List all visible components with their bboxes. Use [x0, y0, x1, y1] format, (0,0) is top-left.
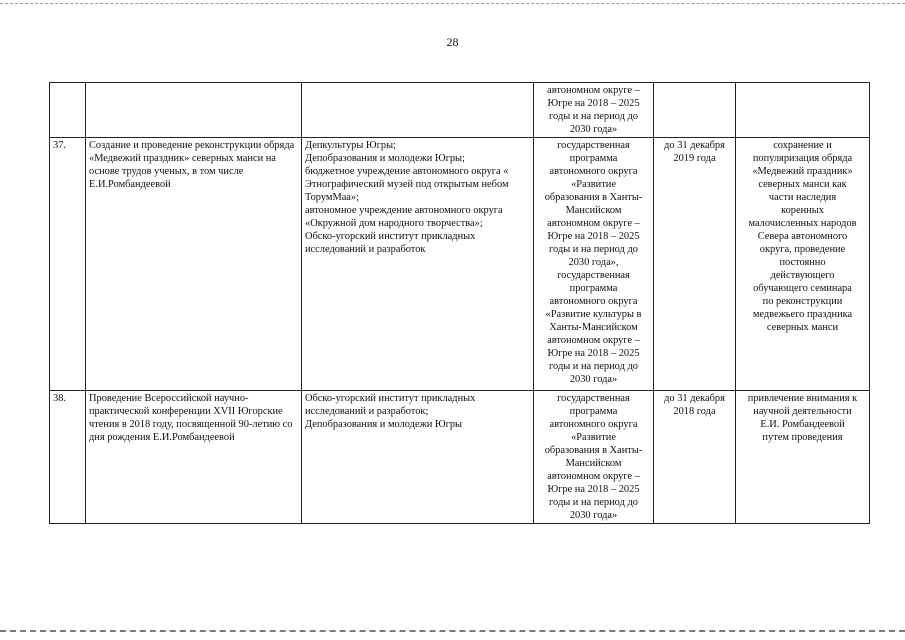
- cell-activity-name: Создание и проведение реконструкции обряда «Медвежий праздник» северных манси на основе трудов ученых, в том числе Е.И.Ромбандеевой: [86, 138, 302, 391]
- cell-result: [736, 83, 870, 138]
- scan-edge-top: [0, 3, 905, 4]
- cell-number: [50, 83, 86, 138]
- cell-executors: Депкультуры Югры; Депобразования и молодежи Югры; бюджетное учреждение автономного округа « Этнографический музей под открытым небом ТорумМаа»; автономное учреждение автономного округа «Окружной дом народного творчества»; Обско-угорский институт прикладных исследований и разработок: [302, 138, 534, 391]
- cell-number: 38.: [50, 391, 86, 524]
- cell-number: 37.: [50, 138, 86, 391]
- cell-executors: [302, 83, 534, 138]
- cell-result: привлечение внимания к научной деятельности Е.И. Ромбандеевой путем проведения: [736, 391, 870, 524]
- table-row-continuation: [50, 83, 870, 138]
- cell-program: государственная программа автономного округа «Развитие образования в Ханты- Мансийском автономном округе – Югре на 2018 – 2025 годы и на период до 2030 года», государственная программа автономного округа «Развитие культуры в Ханты-Мансийском автономном округе – Югре на 2018 – 2025 годы и на период до 2030 года»: [534, 138, 654, 391]
- cell-deadline: [654, 83, 736, 138]
- cell-result: сохранение и популяризация обряда «Медвежий праздник» северных манси как части наследия коренных малочисленных народов Севера автономного округа, проведение постоянно действующего обучающего семинара по реконструкции медвежьего праздника северных манси: [736, 138, 870, 391]
- table-row: [50, 138, 870, 391]
- cell-activity-name: [86, 83, 302, 138]
- cell-program: государственная программа автономного округа «Развитие образования в Ханты- Мансийском автономном округе – Югре на 2018 – 2025 годы и на период до 2030 года»: [534, 391, 654, 524]
- cell-deadline: до 31 декабря 2018 года: [654, 391, 736, 524]
- cell-deadline: до 31 декабря 2019 года: [654, 138, 736, 391]
- scan-edge-bottom: [0, 630, 905, 632]
- cell-executors: Обско-угорский институт прикладных исследований и разработок; Депобразования и молодежи Югры: [302, 391, 534, 524]
- table-row: [50, 391, 870, 524]
- activities-table: [49, 82, 870, 524]
- cell-activity-name: Проведение Всероссийской научно-практической конференции XVII Югорские чтения в 2018 году, посвященной 90-летию со дня рождения Е.И.Ромбандеевой: [86, 391, 302, 524]
- page-number: 28: [446, 35, 459, 49]
- cell-program: автономном округе – Югре на 2018 – 2025 годы и на период до 2030 года»: [534, 83, 654, 138]
